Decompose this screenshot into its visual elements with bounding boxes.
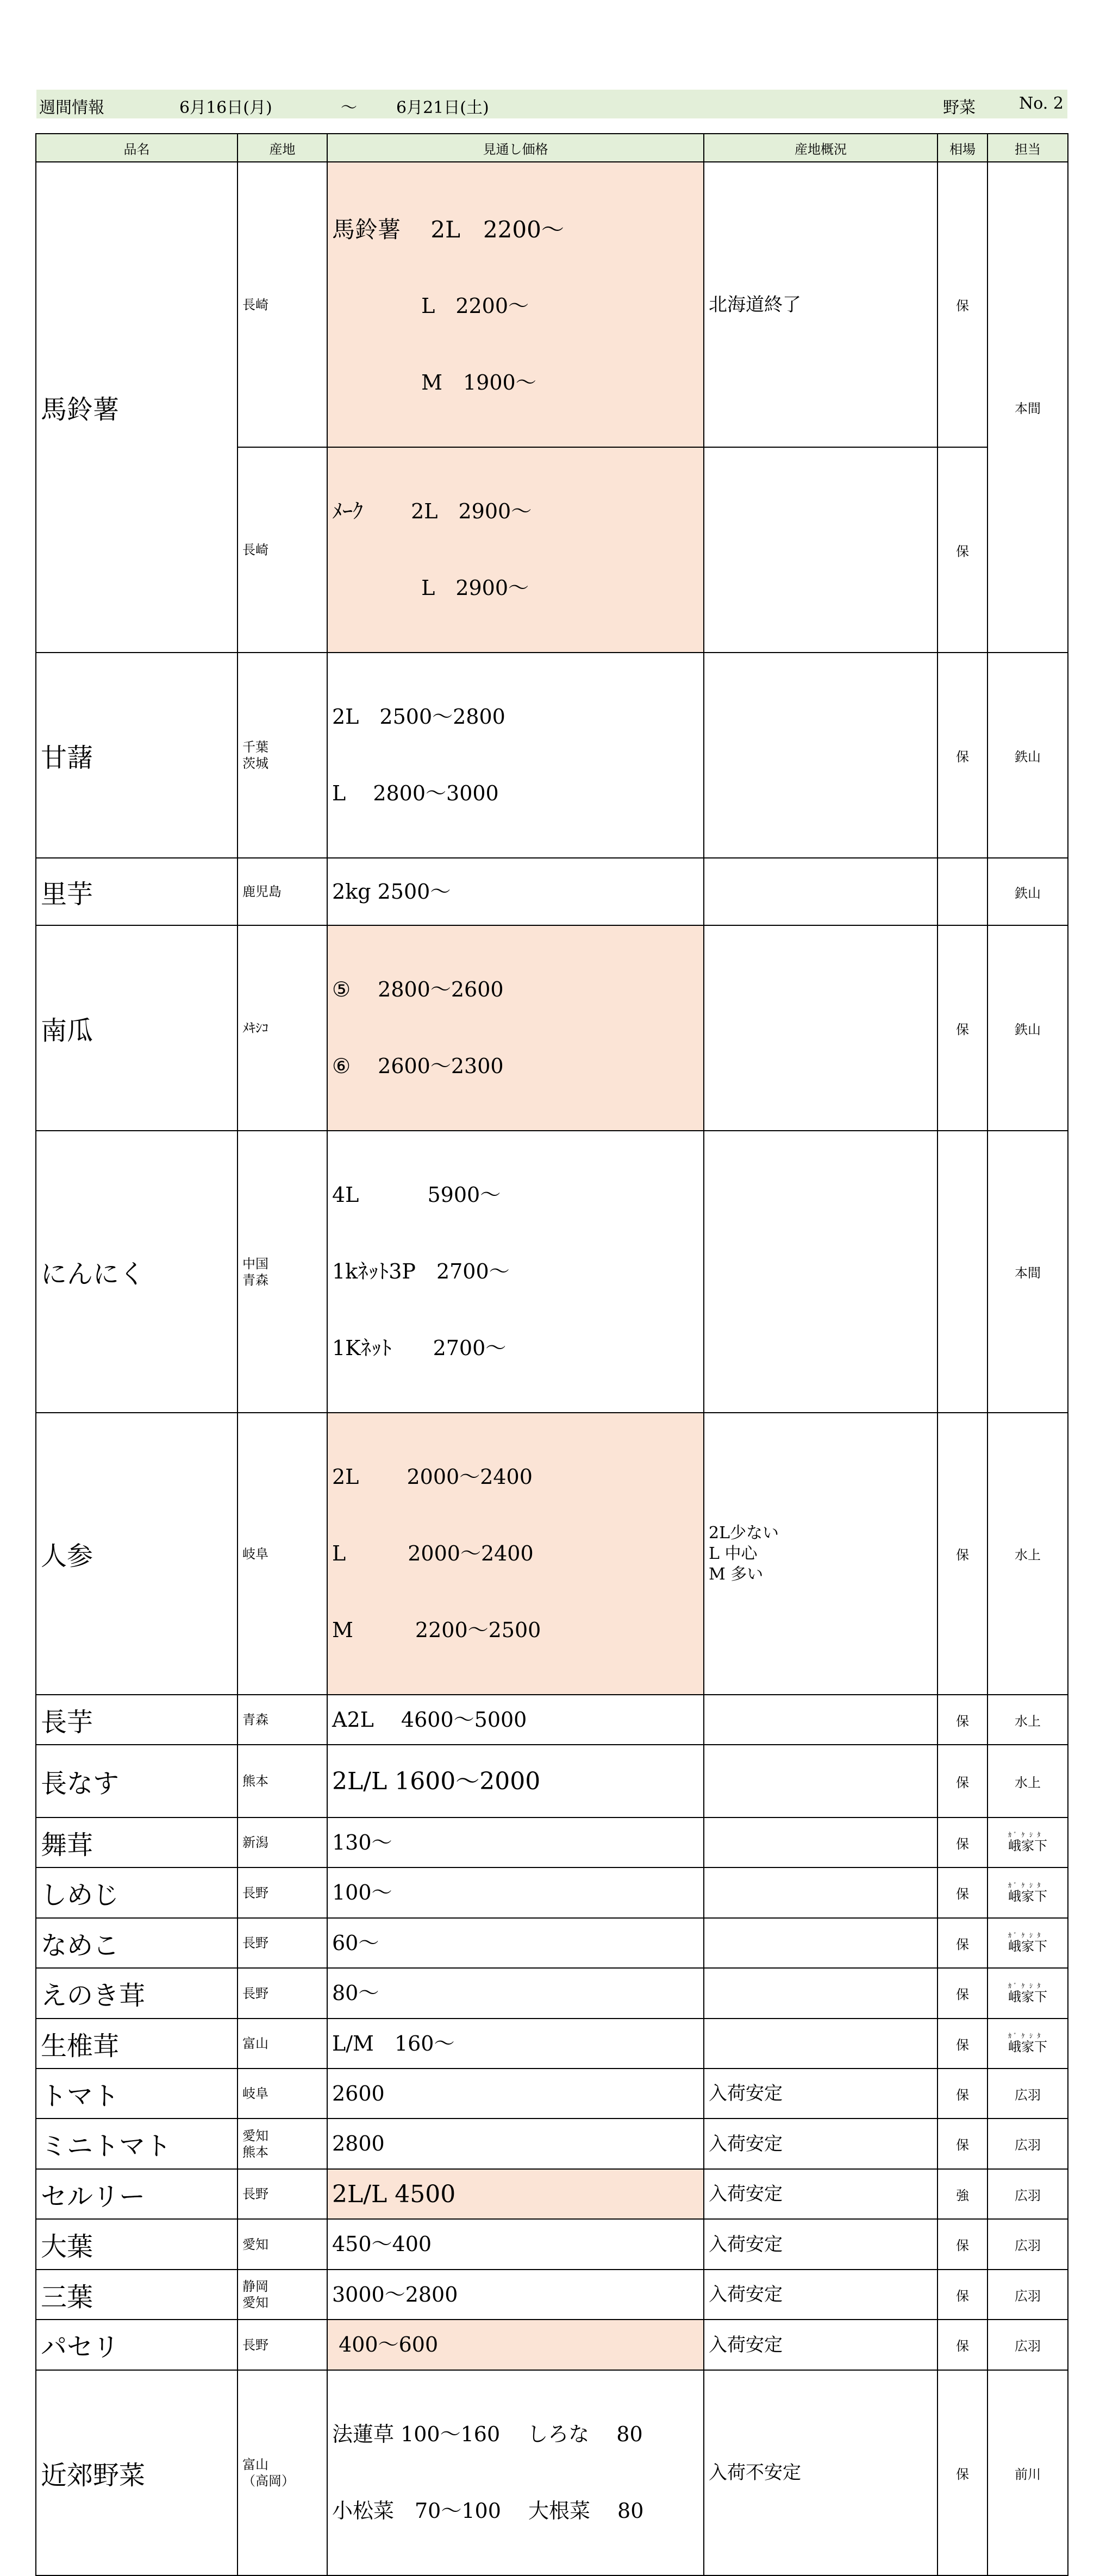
item-price: 2L/L 4500 [327, 2169, 704, 2219]
item-origin: 長崎 [238, 162, 327, 447]
item-staff: 広羽 [988, 2169, 1068, 2219]
origin-line: 青森 [242, 1272, 268, 1288]
item-origin: 岐阜 [238, 1413, 327, 1695]
item-condition [704, 1968, 938, 2019]
item-origin: 岐阜 [238, 2069, 327, 2119]
item-market: 保 [938, 2219, 988, 2270]
origin-line: 熊本 [242, 2144, 268, 2160]
origin-line: 富山 [242, 2457, 268, 2472]
item-price: 2600 [327, 2069, 704, 2119]
table-row [36, 1817, 1068, 1867]
item-price: 80〜 [327, 1968, 704, 2019]
item-staff: 鉄山 [988, 653, 1068, 858]
item-condition: 入荷安定 [704, 2119, 938, 2169]
item-origin: 熊本 [238, 1745, 327, 1817]
staff-ruby: ｶﾞｹｼﾀ [1008, 1982, 1047, 1990]
item-staff: 前川 [988, 2370, 1068, 2575]
item-name: セルリー [36, 2169, 238, 2219]
item-origin [238, 653, 327, 858]
item-staff: 広羽 [988, 2069, 1068, 2119]
item-origin: 長野 [238, 1867, 327, 1918]
table-row [36, 162, 1068, 447]
item-market: 保 [938, 2019, 988, 2069]
item-staff: 広羽 [988, 2320, 1068, 2370]
item-name: 南瓜 [36, 925, 238, 1131]
item-origin: 長野 [238, 2169, 327, 2219]
item-market: 保 [938, 1745, 988, 1817]
item-staff [988, 1918, 1068, 1968]
item-price [327, 1131, 704, 1413]
table-row [36, 2169, 1068, 2219]
condition-line: L 中心 [709, 1544, 758, 1563]
staff-name: 峨家下 [1008, 2039, 1047, 2054]
item-staff: 鉄山 [988, 925, 1068, 1131]
staff-name: 峨家下 [1008, 1989, 1047, 2004]
origin-line: 茨城 [242, 756, 268, 771]
item-condition: 入荷不安定 [704, 2370, 938, 2575]
item-origin: 長崎 [238, 447, 327, 653]
item-condition [704, 1745, 938, 1817]
item-name: トマト [36, 2069, 238, 2119]
item-condition [704, 858, 938, 925]
item-name: えのき茸 [36, 1968, 238, 2019]
item-price: 400〜600 [327, 2320, 704, 2370]
item-market: 保 [938, 2320, 988, 2370]
price-line: 小松菜 70〜100 大根菜 80 [332, 2499, 644, 2523]
table-row [36, 2069, 1068, 2119]
item-origin [238, 2370, 327, 2575]
item-market: 保 [938, 1413, 988, 1695]
col-header-price: 見通し価格 [327, 134, 704, 162]
item-staff: 広羽 [988, 2119, 1068, 2169]
item-condition [704, 1413, 938, 1695]
price-line: 1Kﾈｯﾄ 2700〜 [332, 1336, 507, 1360]
item-staff: 鉄山 [988, 858, 1068, 925]
item-origin: 青森 [238, 1695, 327, 1745]
price-line: ⑤ 2800〜2600 [332, 977, 504, 1001]
item-price: A2L 4600〜5000 [327, 1695, 704, 1745]
item-price: 2800 [327, 2119, 704, 2169]
item-name: 里芋 [36, 858, 238, 925]
item-name: 長芋 [36, 1695, 238, 1745]
item-market: 保 [938, 1918, 988, 1968]
header-bar [36, 90, 1067, 118]
price-line: M 2200〜2500 [332, 1618, 541, 1642]
item-price: 2L/L 1600〜2000 [327, 1745, 704, 1817]
price-line: ﾒｰｸ 2L 2900〜 [332, 499, 532, 523]
item-price: L/M 160〜 [327, 2019, 704, 2069]
item-origin: 新潟 [238, 1817, 327, 1867]
item-staff: 本間 [988, 1131, 1068, 1413]
item-origin: 鹿児島 [238, 858, 327, 925]
item-condition [704, 1918, 938, 1968]
table-row [36, 1968, 1068, 2019]
item-condition [704, 1867, 938, 1918]
date-to: 6月21日(土) [396, 98, 489, 117]
category-label: 野菜 [943, 98, 976, 117]
price-line: L 2800〜3000 [332, 781, 499, 805]
item-condition: 入荷安定 [704, 2270, 938, 2320]
price-line: L 2200〜 [332, 294, 529, 318]
item-market: 保 [938, 1968, 988, 2019]
item-name: 甘藷 [36, 653, 238, 858]
item-price: 450〜400 [327, 2219, 704, 2270]
item-market: 保 [938, 2370, 988, 2575]
item-market [938, 858, 988, 925]
price-line: M 1900〜 [332, 371, 536, 394]
col-header-market: 相場 [938, 134, 988, 162]
price-line: ⑥ 2600〜2300 [332, 1054, 504, 1078]
item-market: 保 [938, 653, 988, 858]
item-staff [988, 2019, 1068, 2069]
price-line: 馬鈴薯 2L 2200〜 [332, 216, 564, 243]
item-origin: 富山 [238, 2019, 327, 2069]
item-condition [704, 653, 938, 858]
item-condition [704, 1695, 938, 1745]
item-price [327, 653, 704, 858]
item-condition: 北海道終了 [704, 162, 938, 447]
item-condition: 入荷安定 [704, 2169, 938, 2219]
item-market: 保 [938, 1695, 988, 1745]
item-origin [238, 2270, 327, 2320]
item-condition: 入荷安定 [704, 2320, 938, 2370]
table-row [36, 2119, 1068, 2169]
price-line: L 2000〜2400 [332, 1541, 534, 1565]
item-staff: 本間 [988, 162, 1068, 653]
item-name: なめこ [36, 1918, 238, 1968]
item-price [327, 1413, 704, 1695]
item-name: 馬鈴薯 [36, 162, 238, 653]
item-market [938, 1131, 988, 1413]
item-price: 3000〜2800 [327, 2270, 704, 2320]
item-name: ミニトマト [36, 2119, 238, 2169]
item-market: 保 [938, 1817, 988, 1867]
column-header-row [36, 134, 1068, 162]
item-market: 保 [938, 1867, 988, 1918]
item-market: 強 [938, 2169, 988, 2219]
table-row [36, 2270, 1068, 2320]
item-price [327, 162, 704, 447]
condition-line: 2L少ない [709, 1523, 779, 1543]
item-condition: 入荷安定 [704, 2219, 938, 2270]
table-row [36, 925, 1068, 1131]
item-price [327, 2370, 704, 2575]
item-origin [238, 2119, 327, 2169]
item-market: 保 [938, 162, 988, 447]
item-condition [704, 2019, 938, 2069]
table-row [36, 1918, 1068, 1968]
origin-line: （高岡） [242, 2473, 295, 2489]
staff-ruby: ｶﾞｹｼﾀ [1008, 1932, 1047, 1939]
sheet-number: No. 2 [1019, 94, 1064, 113]
item-market: 保 [938, 2069, 988, 2119]
item-market: 保 [938, 2119, 988, 2169]
item-name: 生椎茸 [36, 2019, 238, 2069]
item-staff: 広羽 [988, 2270, 1068, 2320]
item-price: 2kg 2500〜 [327, 858, 704, 925]
item-origin: 愛知 [238, 2219, 327, 2270]
item-name: 舞茸 [36, 1817, 238, 1867]
col-header-staff: 担当 [988, 134, 1068, 162]
item-name: 大葉 [36, 2219, 238, 2270]
origin-line: 中国 [242, 1256, 268, 1271]
item-staff: 水上 [988, 1695, 1068, 1745]
table-row [36, 1745, 1068, 1817]
item-name: 人参 [36, 1413, 238, 1695]
item-origin: 長野 [238, 2320, 327, 2370]
item-price: 100〜 [327, 1867, 704, 1918]
table-row [36, 2320, 1068, 2370]
item-staff [988, 1817, 1068, 1867]
item-staff: 広羽 [988, 2219, 1068, 2270]
price-line: 4L 5900〜 [332, 1183, 501, 1207]
table-row [36, 1131, 1068, 1413]
item-name: 近郊野菜 [36, 2370, 238, 2575]
staff-ruby: ｶﾞｹｼﾀ [1008, 2032, 1047, 2040]
item-condition [704, 1131, 938, 1413]
item-price [327, 925, 704, 1131]
table-row [36, 1867, 1068, 1918]
item-origin: 長野 [238, 1918, 327, 1968]
item-name: パセリ [36, 2320, 238, 2370]
item-market: 保 [938, 2270, 988, 2320]
item-staff [988, 1867, 1068, 1918]
item-condition [704, 925, 938, 1131]
item-staff: 水上 [988, 1745, 1068, 1817]
staff-name: 峨家下 [1008, 1939, 1047, 1954]
item-name: 三葉 [36, 2270, 238, 2320]
staff-name: 峨家下 [1008, 1888, 1047, 1904]
staff-ruby: ｶﾞｹｼﾀ [1008, 1831, 1047, 1839]
item-price: 130〜 [327, 1817, 704, 1867]
item-price: 60〜 [327, 1918, 704, 1968]
item-market: 保 [938, 925, 988, 1131]
table-row [36, 2370, 1068, 2575]
table-row [36, 2219, 1068, 2270]
table-row [36, 2019, 1068, 2069]
item-staff [988, 1968, 1068, 2019]
table-row [36, 1695, 1068, 1745]
col-header-name: 品名 [36, 134, 238, 162]
date-tilde: 〜 [341, 98, 357, 117]
col-header-condition: 産地概況 [704, 134, 938, 162]
price-line: L 2900〜 [332, 576, 529, 600]
origin-line: 愛知 [242, 2295, 268, 2310]
origin-line: 千葉 [242, 739, 268, 755]
condition-line: M 多い [709, 1564, 764, 1584]
date-from: 6月16日(月) [179, 98, 272, 117]
table-row [36, 1413, 1068, 1695]
staff-ruby: ｶﾞｹｼﾀ [1008, 1881, 1047, 1889]
item-condition [704, 1817, 938, 1867]
staff-name: 峨家下 [1008, 1838, 1047, 1853]
report-title: 週間情報 [39, 98, 104, 117]
origin-line: 愛知 [242, 2128, 268, 2143]
item-staff: 水上 [988, 1413, 1068, 1695]
origin-line: 静岡 [242, 2279, 268, 2294]
table-row [36, 653, 1068, 858]
item-origin: ﾒｷｼｺ [238, 925, 327, 1131]
price-line: 1kﾈｯﾄ3P 2700〜 [332, 1259, 510, 1283]
price-line: 法蓮草 100〜160 しろな 80 [332, 2422, 643, 2446]
price-table [35, 133, 1068, 2576]
item-origin [238, 1131, 327, 1413]
item-condition: 入荷安定 [704, 2069, 938, 2119]
price-line: 2L 2000〜2400 [332, 1465, 533, 1489]
item-market: 保 [938, 447, 988, 653]
item-origin: 長野 [238, 1968, 327, 2019]
item-price [327, 447, 704, 653]
item-condition [704, 447, 938, 653]
item-name: 長なす [36, 1745, 238, 1817]
table-row [36, 858, 1068, 925]
item-name: しめじ [36, 1867, 238, 1918]
col-header-origin: 産地 [238, 134, 327, 162]
item-name: にんにく [36, 1131, 238, 1413]
price-line: 2L 2500〜2800 [332, 705, 505, 729]
